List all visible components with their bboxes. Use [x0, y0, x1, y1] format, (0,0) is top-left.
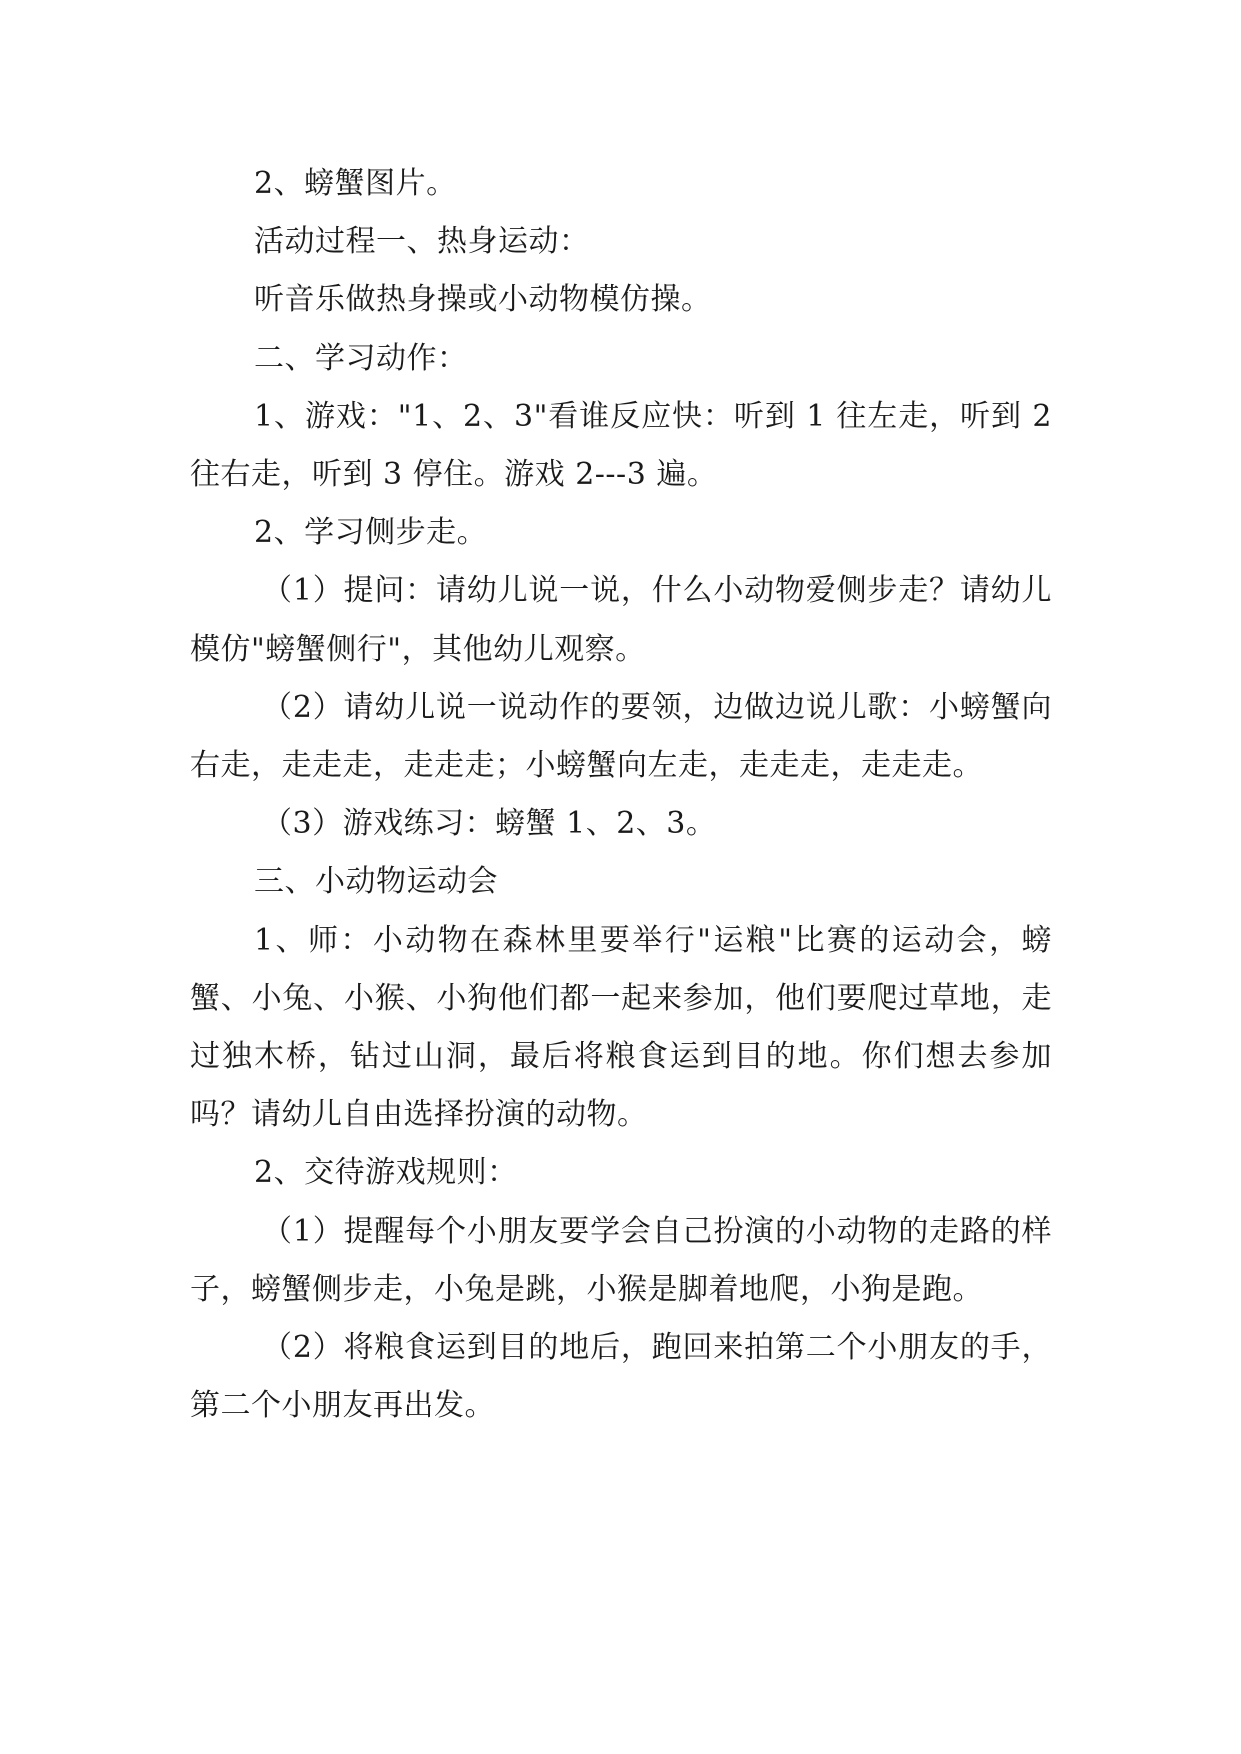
paragraph-materials-crab-pictures: 2、螃蟹图片。 — [254, 166, 457, 201]
document-body — [190, 155, 1052, 1435]
paragraph-rule-relay: （2）将粮食运到目的地后，跑回来拍第二个小朋友的手，第二个小朋友再出发。 — [190, 1330, 1052, 1424]
paragraph-process-warmup-heading: 活动过程一、热身运动： — [254, 224, 590, 260]
paragraph-rule-walking-styles: （1）提醒每个小朋友要学会自己扮演的小动物的走路的样子，螃蟹侧步走，小兔是跳，小猴是脚着地爬，小狗是跑。 — [190, 1213, 1052, 1307]
paragraph-game-rules-heading: 2、交待游戏规则： — [254, 1155, 518, 1191]
paragraph-reaction-game: 1、游戏："1、2、3"看谁反应快：听到 1 往左走，听到 2 往右走，听到 3 停住。游戏 2---3 遍。 — [190, 398, 1052, 493]
paragraph-nursery-rhyme: （2）请幼儿说一说动作的要领，边做边说儿歌：小螃蟹向右走，走走走，走走走；小螃蟹向左走，走走走，走走走。 — [190, 689, 1052, 784]
paragraph-learn-actions-heading: 二、学习动作： — [254, 340, 468, 376]
paragraph-sports-meet-heading: 三、小动物运动会 — [254, 864, 498, 900]
paragraph-question-imitate: （1）提问：请幼儿说一说，什么小动物爱侧步走？请幼儿模仿"螃蟹侧行"，其他幼儿观察。 — [190, 573, 1052, 667]
paragraph-game-practice: （3）游戏练习：螃蟹 1、2、3。 — [262, 806, 717, 842]
paragraph-warmup-music: 听音乐做热身操或小动物模仿操。 — [254, 282, 712, 318]
paragraph-teacher-story: 1、师：小动物在森林里要举行"运粮"比赛的运动会，螃蟹、小兔、小猴、小狗他们都一起来参加，他们要爬过草地，走过独木桥，钻过山洞，最后将粮食运到目的地。你们想去参加吗？请幼儿自由选择扮演的动物。 — [190, 922, 1052, 1133]
paragraph-side-step-heading: 2、学习侧步走。 — [254, 515, 488, 551]
